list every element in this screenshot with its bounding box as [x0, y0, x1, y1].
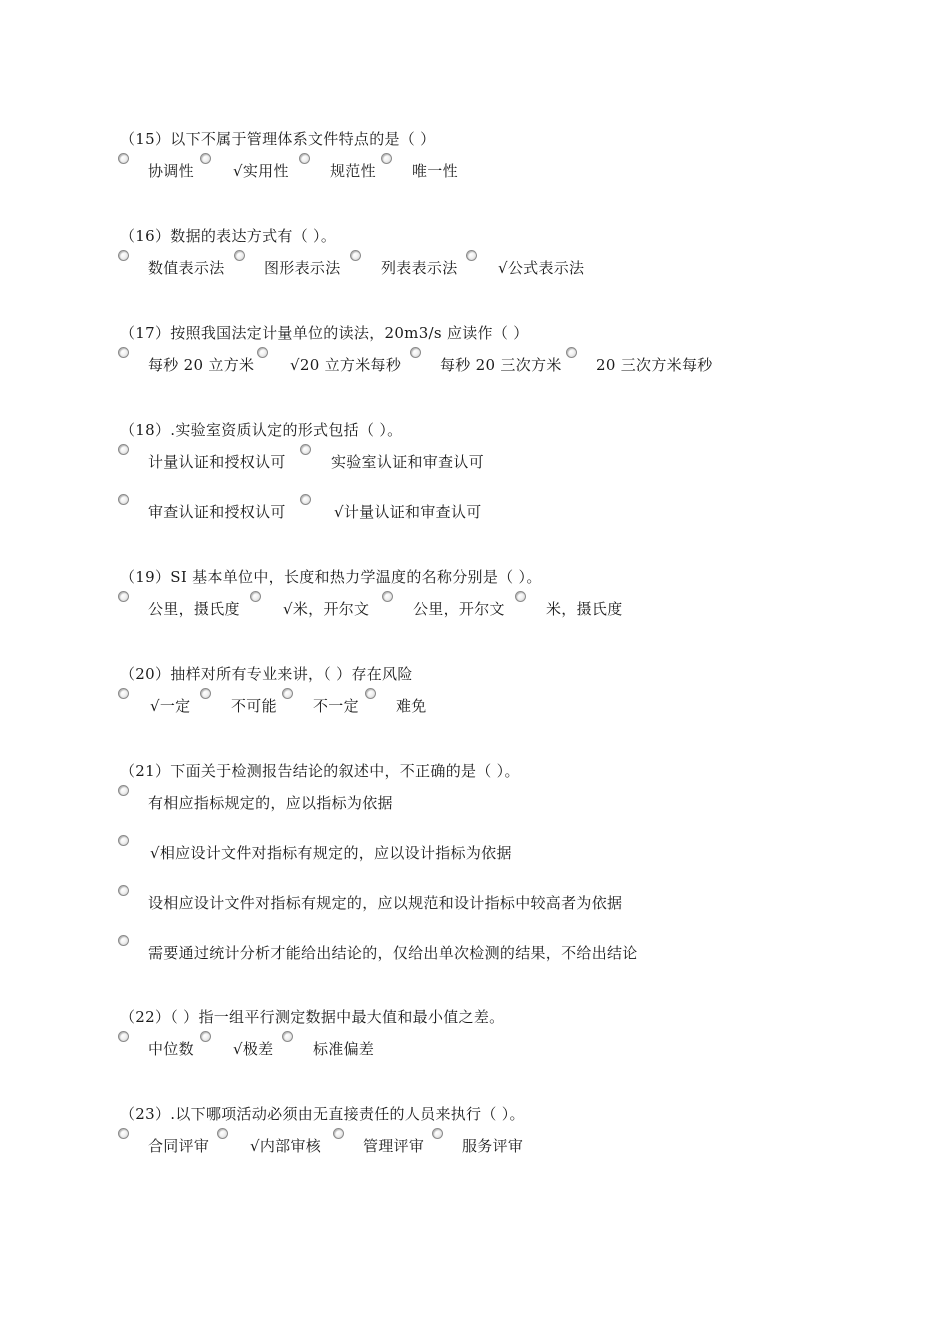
option-label: 米，摄氏度 — [546, 600, 623, 618]
option-label: √实用性 — [233, 162, 289, 180]
option-label: 标准偏差 — [313, 1040, 375, 1058]
question-title: （18）.实验室资质认定的形式包括（ ）。 — [120, 421, 403, 439]
radio-button[interactable] — [299, 153, 310, 164]
option-label: 难免 — [396, 697, 427, 715]
radio-button[interactable] — [381, 153, 392, 164]
radio-button[interactable] — [257, 347, 268, 358]
radio-button[interactable] — [300, 444, 311, 455]
radio-button[interactable] — [282, 688, 293, 699]
option-label: 审查认证和授权认可 — [148, 503, 286, 521]
option-label: 图形表示法 — [264, 259, 341, 277]
radio-button[interactable] — [200, 1031, 211, 1042]
radio-button[interactable] — [200, 688, 211, 699]
option-label: 不可能 — [231, 697, 277, 715]
option-label: √计量认证和审查认可 — [334, 503, 482, 521]
option-label: 实验室认证和审查认可 — [331, 453, 485, 471]
question-title: （17）按照我国法定计量单位的读法，20m3/s 应读作（ ） — [120, 324, 529, 342]
radio-button[interactable] — [118, 250, 129, 261]
option-label: 公里，开尔文 — [413, 600, 505, 618]
radio-button[interactable] — [282, 1031, 293, 1042]
option-label: 管理评审 — [363, 1137, 425, 1155]
option-label: 合同评审 — [148, 1137, 210, 1155]
radio-button[interactable] — [118, 591, 129, 602]
question-title: （22）（ ）指一组平行测定数据中最大值和最小值之差。 — [120, 1008, 505, 1026]
option-label: √公式表示法 — [498, 259, 585, 277]
radio-button[interactable] — [118, 494, 129, 505]
radio-button[interactable] — [515, 591, 526, 602]
question-title: （21）下面关于检测报告结论的叙述中，不正确的是（ ）。 — [120, 762, 520, 780]
radio-button[interactable] — [118, 785, 129, 796]
option-label: 有相应指标规定的，应以指标为依据 — [148, 794, 393, 812]
option-label: √内部审核 — [250, 1137, 322, 1155]
radio-button[interactable] — [118, 153, 129, 164]
radio-button[interactable] — [118, 1031, 129, 1042]
radio-button[interactable] — [466, 250, 477, 261]
radio-button[interactable] — [410, 347, 421, 358]
radio-button[interactable] — [118, 688, 129, 699]
option-label: √相应设计文件对指标有规定的，应以设计指标为依据 — [150, 844, 512, 862]
radio-button[interactable] — [333, 1128, 344, 1139]
question-title: （19）SI 基本单位中，长度和热力学温度的名称分别是（ ）。 — [120, 568, 542, 586]
question-title: （15）以下不属于管理体系文件特点的是（ ） — [120, 130, 436, 148]
radio-button[interactable] — [365, 688, 376, 699]
option-label: √米，开尔文 — [283, 600, 370, 618]
option-label: √极差 — [233, 1040, 274, 1058]
question-title: （20）抽样对所有专业来讲，（ ）存在风险 — [120, 665, 413, 683]
radio-button[interactable] — [118, 1128, 129, 1139]
radio-button[interactable] — [118, 935, 129, 946]
radio-button[interactable] — [566, 347, 577, 358]
radio-button[interactable] — [118, 347, 129, 358]
radio-button[interactable] — [300, 494, 311, 505]
option-label: 每秒 20 立方米 — [148, 356, 255, 374]
option-label: 计量认证和授权认可 — [148, 453, 286, 471]
radio-button[interactable] — [217, 1128, 228, 1139]
radio-button[interactable] — [118, 885, 129, 896]
option-label: 规范性 — [330, 162, 376, 180]
option-label: 设相应设计文件对指标有规定的，应以规范和设计指标中较高者为依据 — [148, 894, 623, 912]
radio-button[interactable] — [432, 1128, 443, 1139]
option-label: 公里，摄氏度 — [148, 600, 240, 618]
radio-button[interactable] — [200, 153, 211, 164]
option-label: √20 立方米每秒 — [290, 356, 402, 374]
radio-button[interactable] — [234, 250, 245, 261]
option-label: 需要通过统计分析才能给出结论的，仅给出单次检测的结果，不给出结论 — [148, 944, 638, 962]
option-label: 服务评审 — [462, 1137, 524, 1155]
option-label: 中位数 — [148, 1040, 194, 1058]
radio-button[interactable] — [382, 591, 393, 602]
radio-button[interactable] — [118, 835, 129, 846]
option-label: 20 三次方米每秒 — [596, 356, 713, 374]
radio-button[interactable] — [118, 444, 129, 455]
option-label: √一定 — [150, 697, 191, 715]
option-label: 不一定 — [313, 697, 359, 715]
question-title: （16）数据的表达方式有（ ）。 — [120, 227, 337, 245]
option-label: 列表表示法 — [381, 259, 458, 277]
option-label: 协调性 — [148, 162, 194, 180]
option-label: 每秒 20 三次方米 — [440, 356, 562, 374]
option-label: 数值表示法 — [148, 259, 225, 277]
option-label: 唯一性 — [412, 162, 458, 180]
question-title: （23）.以下哪项活动必须由无直接责任的人员来执行（ ）。 — [120, 1105, 525, 1123]
radio-button[interactable] — [250, 591, 261, 602]
radio-button[interactable] — [350, 250, 361, 261]
